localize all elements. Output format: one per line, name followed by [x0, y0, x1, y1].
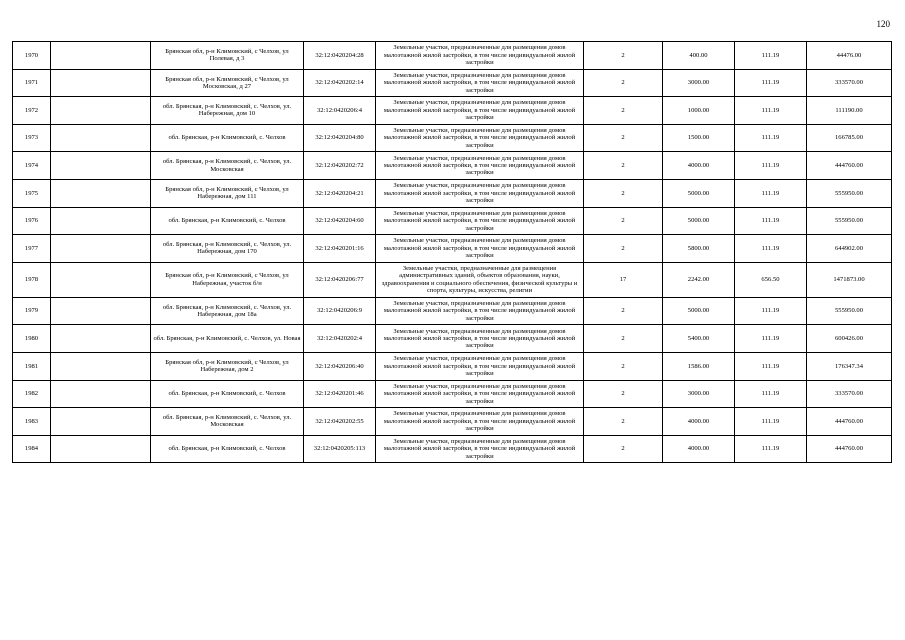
group-cell: 2 — [584, 152, 663, 180]
land-use-cell: Земельные участки, предназначенные для размещения административных зданий, объектов образования, науки, здравоохранения и социального обеспечения, физической культуры и спорта, культуры, искусства, религии — [376, 262, 584, 297]
cadastral-number-cell: 32:12:0420206:9 — [304, 297, 376, 325]
cadastral-number-cell: 32:12:0420204:60 — [304, 207, 376, 235]
area-cell: 1000.00 — [663, 97, 735, 125]
cadastral-value-cell: 644902.00 — [807, 235, 892, 263]
land-use-cell: Земельные участки, предназначенные для размещения домов малоэтажной жилой застройки, в том числе индивидуальной жилой застройки — [376, 207, 584, 235]
area-cell: 3000.00 — [663, 380, 735, 408]
empty-cell — [51, 42, 151, 70]
rate-cell: 111.19 — [735, 97, 807, 125]
row-number-cell: 1973 — [13, 124, 51, 152]
address-cell: обл. Брянская, р-н Климовский, с. Челхов, ул. Набережная, дом 10 — [151, 97, 304, 125]
table-row — [13, 42, 892, 70]
group-cell: 2 — [584, 408, 663, 436]
row-number-cell: 1972 — [13, 97, 51, 125]
address-cell: обл. Брянская, р-н Климовский, с. Челхов — [151, 124, 304, 152]
group-cell: 2 — [584, 42, 663, 70]
rate-cell: 111.19 — [735, 297, 807, 325]
address-cell: Брянская обл, р-н Климовский, с Челхов, ул Набережная, дом 2 — [151, 352, 304, 380]
cadastral-number-cell: 32:12:0420201:46 — [304, 380, 376, 408]
row-number-cell: 1979 — [13, 297, 51, 325]
table-row — [13, 124, 892, 152]
area-cell: 5000.00 — [663, 207, 735, 235]
table-row — [13, 262, 892, 297]
land-use-cell: Земельные участки, предназначенные для размещения домов малоэтажной жилой застройки, в том числе индивидуальной жилой застройки — [376, 124, 584, 152]
row-number-cell: 1976 — [13, 207, 51, 235]
table-row — [13, 152, 892, 180]
land-use-cell: Земельные участки, предназначенные для размещения домов малоэтажной жилой застройки, в том числе индивидуальной жилой застройки — [376, 352, 584, 380]
cadastral-value-cell: 44476.00 — [807, 42, 892, 70]
empty-cell — [51, 152, 151, 180]
land-use-cell: Земельные участки, предназначенные для размещения домов малоэтажной жилой застройки, в том числе индивидуальной жилой застройки — [376, 69, 584, 97]
table-row — [13, 235, 892, 263]
rate-cell: 111.19 — [735, 207, 807, 235]
cadastral-value-cell: 555950.00 — [807, 297, 892, 325]
address-cell: Брянская обл, р-н Климовский, с Челхов, ул Московская, д 27 — [151, 69, 304, 97]
empty-cell — [51, 235, 151, 263]
row-number-cell: 1981 — [13, 352, 51, 380]
area-cell: 4000.00 — [663, 435, 735, 463]
address-cell: Брянская обл, р-н Климовский, с Челхов, ул Полевая, д 3 — [151, 42, 304, 70]
cadastral-value-cell: 444760.00 — [807, 152, 892, 180]
land-use-cell: Земельные участки, предназначенные для размещения домов малоэтажной жилой застройки, в том числе индивидуальной жилой застройки — [376, 380, 584, 408]
table-row — [13, 325, 892, 353]
land-use-cell: Земельные участки, предназначенные для размещения домов малоэтажной жилой застройки, в том числе индивидуальной жилой застройки — [376, 435, 584, 463]
address-cell: обл. Брянская, р-н Климовский, с. Челхов, ул. Московская — [151, 408, 304, 436]
cadastral-value-cell: 555950.00 — [807, 207, 892, 235]
rate-cell: 111.19 — [735, 124, 807, 152]
land-use-cell: Земельные участки, предназначенные для размещения домов малоэтажной жилой застройки, в том числе индивидуальной жилой застройки — [376, 97, 584, 125]
row-number-cell: 1971 — [13, 69, 51, 97]
land-use-cell: Земельные участки, предназначенные для размещения домов малоэтажной жилой застройки, в том числе индивидуальной жилой застройки — [376, 152, 584, 180]
row-number-cell: 1970 — [13, 42, 51, 70]
land-use-cell: Земельные участки, предназначенные для размещения домов малоэтажной жилой застройки, в том числе индивидуальной жилой застройки — [376, 408, 584, 436]
group-cell: 2 — [584, 207, 663, 235]
rate-cell: 111.19 — [735, 69, 807, 97]
rate-cell: 111.19 — [735, 235, 807, 263]
empty-cell — [51, 297, 151, 325]
rate-cell: 111.19 — [735, 408, 807, 436]
row-number-cell: 1975 — [13, 179, 51, 207]
cadastral-number-cell: 32:12:0420202:55 — [304, 408, 376, 436]
address-cell: обл. Брянская, р-н Климовский, с. Челхов — [151, 207, 304, 235]
area-cell: 1586.00 — [663, 352, 735, 380]
address-cell: обл. Брянская, р-н Климовский, с. Челхов, ул. Набережная, дом 18а — [151, 297, 304, 325]
empty-cell — [51, 262, 151, 297]
cadastral-number-cell: 32:12:0420205:113 — [304, 435, 376, 463]
empty-cell — [51, 325, 151, 353]
cadastral-number-cell: 32:12:0420202:72 — [304, 152, 376, 180]
group-cell: 2 — [584, 352, 663, 380]
cadastral-number-cell: 32:12:0420201:16 — [304, 235, 376, 263]
land-use-cell: Земельные участки, предназначенные для размещения домов малоэтажной жилой застройки, в том числе индивидуальной жилой застройки — [376, 325, 584, 353]
area-cell: 1500.00 — [663, 124, 735, 152]
row-number-cell: 1974 — [13, 152, 51, 180]
rate-cell: 111.19 — [735, 352, 807, 380]
cadastral-number-cell: 32:12:0420206:77 — [304, 262, 376, 297]
table-row — [13, 380, 892, 408]
group-cell: 2 — [584, 97, 663, 125]
cadastral-value-cell: 555950.00 — [807, 179, 892, 207]
rate-cell: 656.50 — [735, 262, 807, 297]
group-cell: 2 — [584, 325, 663, 353]
cadastral-value-cell: 166785.00 — [807, 124, 892, 152]
empty-cell — [51, 97, 151, 125]
cadastral-value-cell: 1471873.00 — [807, 262, 892, 297]
cadastral-number-cell: 32:12:0420202:4 — [304, 325, 376, 353]
empty-cell — [51, 352, 151, 380]
rate-cell: 111.19 — [735, 380, 807, 408]
table-row — [13, 207, 892, 235]
rate-cell: 111.19 — [735, 152, 807, 180]
cadastral-value-cell: 444760.00 — [807, 408, 892, 436]
cadastral-number-cell: 32:12:0420204:28 — [304, 42, 376, 70]
rate-cell: 111.19 — [735, 42, 807, 70]
land-registry-table — [12, 41, 892, 463]
table-row — [13, 408, 892, 436]
area-cell: 5000.00 — [663, 297, 735, 325]
empty-cell — [51, 179, 151, 207]
table-row — [13, 97, 892, 125]
area-cell: 5400.00 — [663, 325, 735, 353]
empty-cell — [51, 124, 151, 152]
address-cell: Брянская обл, р-н Климовский, с Челхов, ул Набережная, дом 111 — [151, 179, 304, 207]
area-cell: 400.00 — [663, 42, 735, 70]
table-row — [13, 352, 892, 380]
area-cell: 5800.00 — [663, 235, 735, 263]
group-cell: 2 — [584, 124, 663, 152]
empty-cell — [51, 380, 151, 408]
cadastral-value-cell: 111190.00 — [807, 97, 892, 125]
address-cell: обл. Брянская, р-н Климовский, с. Челхов — [151, 435, 304, 463]
area-cell: 2242.00 — [663, 262, 735, 297]
cadastral-value-cell: 333570.00 — [807, 69, 892, 97]
land-use-cell: Земельные участки, предназначенные для размещения домов малоэтажной жилой застройки, в том числе индивидуальной жилой застройки — [376, 235, 584, 263]
table-row — [13, 435, 892, 463]
land-use-cell: Земельные участки, предназначенные для размещения домов малоэтажной жилой застройки, в том числе индивидуальной жилой застройки — [376, 42, 584, 70]
cadastral-value-cell: 333570.00 — [807, 380, 892, 408]
rate-cell: 111.19 — [735, 325, 807, 353]
land-use-cell: Земельные участки, предназначенные для размещения домов малоэтажной жилой застройки, в том числе индивидуальной жилой застройки — [376, 179, 584, 207]
group-cell: 2 — [584, 69, 663, 97]
row-number-cell: 1982 — [13, 380, 51, 408]
table-body — [13, 42, 892, 463]
empty-cell — [51, 408, 151, 436]
table-row — [13, 297, 892, 325]
address-cell: обл. Брянская, р-н Климовский, с. Челхов, ул. Новая — [151, 325, 304, 353]
rate-cell: 111.19 — [735, 179, 807, 207]
empty-cell — [51, 207, 151, 235]
address-cell: Брянская обл, р-н Климовский, с Челхов, ул Набережная, участок б/н — [151, 262, 304, 297]
group-cell: 2 — [584, 297, 663, 325]
row-number-cell: 1980 — [13, 325, 51, 353]
table-row — [13, 69, 892, 97]
row-number-cell: 1978 — [13, 262, 51, 297]
address-cell: обл. Брянская, р-н Климовский, с. Челхов — [151, 380, 304, 408]
group-cell: 2 — [584, 179, 663, 207]
cadastral-number-cell: 32:12:0420202:14 — [304, 69, 376, 97]
row-number-cell: 1977 — [13, 235, 51, 263]
group-cell: 2 — [584, 435, 663, 463]
area-cell: 3000.00 — [663, 69, 735, 97]
area-cell: 4000.00 — [663, 152, 735, 180]
cadastral-number-cell: 32:12:0420204:80 — [304, 124, 376, 152]
group-cell: 2 — [584, 380, 663, 408]
cadastral-value-cell: 600426.00 — [807, 325, 892, 353]
cadastral-number-cell: 32:12:0420206:40 — [304, 352, 376, 380]
cadastral-number-cell: 32:12:0420204:21 — [304, 179, 376, 207]
group-cell: 2 — [584, 235, 663, 263]
area-cell: 5000.00 — [663, 179, 735, 207]
row-number-cell: 1983 — [13, 408, 51, 436]
cadastral-number-cell: 32:12:0420206:4 — [304, 97, 376, 125]
area-cell: 4000.00 — [663, 408, 735, 436]
table-row — [13, 179, 892, 207]
page-number: 120 — [876, 19, 890, 29]
rate-cell: 111.19 — [735, 435, 807, 463]
address-cell: обл. Брянская, р-н Климовский, с. Челхов, ул. Московская — [151, 152, 304, 180]
land-use-cell: Земельные участки, предназначенные для размещения домов малоэтажной жилой застройки, в том числе индивидуальной жилой застройки — [376, 297, 584, 325]
row-number-cell: 1984 — [13, 435, 51, 463]
cadastral-value-cell: 444760.00 — [807, 435, 892, 463]
group-cell: 17 — [584, 262, 663, 297]
empty-cell — [51, 69, 151, 97]
cadastral-value-cell: 176347.34 — [807, 352, 892, 380]
empty-cell — [51, 435, 151, 463]
address-cell: обл. Брянская, р-н Климовский, с. Челхов, ул. Набережная, дом 170 — [151, 235, 304, 263]
